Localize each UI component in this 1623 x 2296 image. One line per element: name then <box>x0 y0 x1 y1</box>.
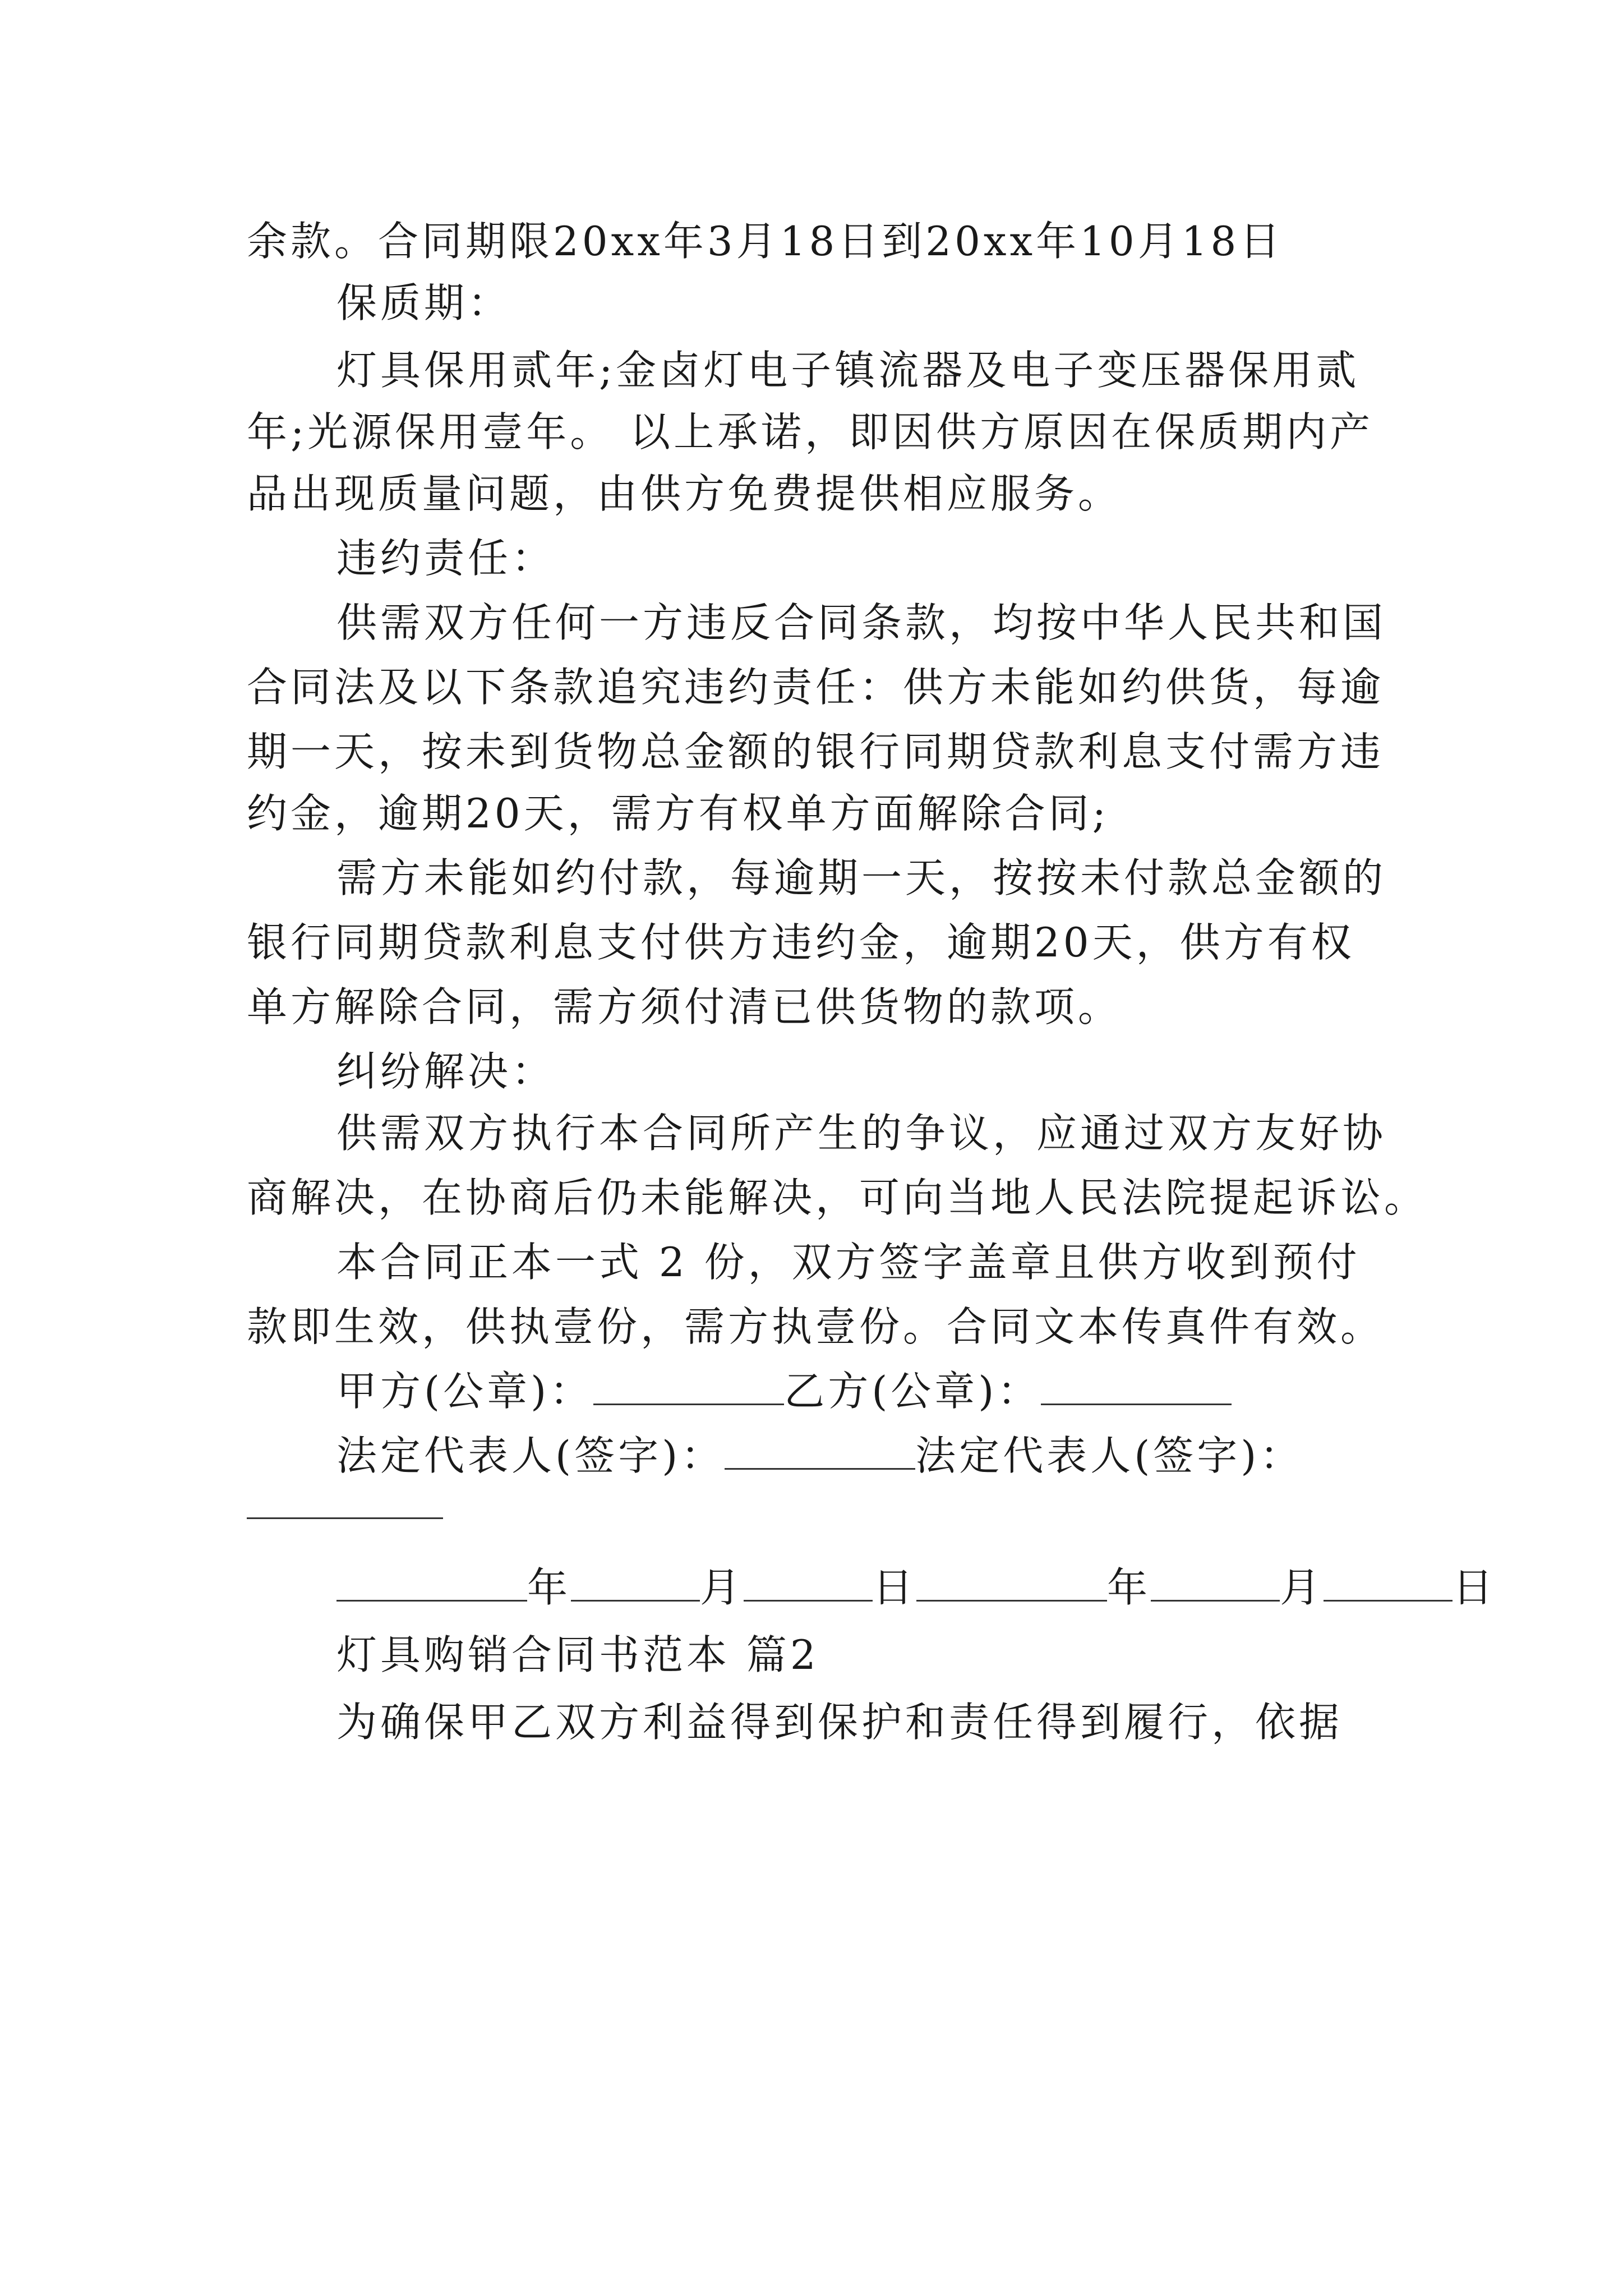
paragraph-line: 约金，逾期20天，需方有权单方面解除合同; <box>247 790 1109 837</box>
date-row <box>336 1559 1496 1616</box>
party-a-seal-blank <box>593 1364 784 1405</box>
month-label: 月 <box>1280 1564 1324 1611</box>
paragraph-line: 灯具保用贰年;金卤灯电子镇流器及电子变压器保用贰 <box>336 347 1360 394</box>
year-blank-b <box>916 1561 1107 1602</box>
year-label: 年 <box>527 1564 571 1611</box>
party-b-seal-label: 乙方(公章)： <box>784 1368 1041 1415</box>
rep-b-blank <box>247 1517 443 1519</box>
paragraph-line: 单方解除合同，需方须付清已供货物的款项。 <box>247 983 1122 1030</box>
rep-a-blank <box>725 1429 915 1470</box>
paragraph-line: 需方未能如约付款，每逾期一天，按按未付款总金额的 <box>336 854 1387 901</box>
section-heading-liability: 违约责任： <box>336 535 556 582</box>
party-b-seal-blank <box>1041 1364 1232 1405</box>
day-blank-a <box>744 1561 873 1602</box>
year-label: 年 <box>1107 1564 1151 1611</box>
month-blank-b <box>1151 1561 1280 1602</box>
seal-row <box>336 1363 1232 1419</box>
paragraph-line: 款即生效，供执壹份，需方执壹份。合同文本传真件有效。 <box>247 1303 1385 1350</box>
paragraph-line: 本合同正本一式 2 份，双方签字盖章且供方收到预付 <box>336 1239 1361 1286</box>
year-blank-a <box>336 1561 527 1602</box>
paragraph-line: 品出现质量问题，由供方免费提供相应服务。 <box>247 470 1122 517</box>
day-label: 日 <box>873 1564 917 1611</box>
month-label: 月 <box>700 1564 744 1611</box>
paragraph-line: 年;光源保用壹年。 以上承诺，即因供方原因在保质期内产 <box>247 408 1374 455</box>
paragraph-line: 银行同期贷款利息支付供方违约金，逾期20天，供方有权 <box>247 919 1355 966</box>
rep-a-label: 法定代表人(签字)： <box>336 1432 725 1479</box>
paragraph-line: 余款。合同期限20xx年3月18日到20xx年10月18日 <box>247 218 1284 265</box>
day-label: 日 <box>1453 1564 1497 1611</box>
section-heading-dispute: 纠纷解决： <box>336 1048 556 1095</box>
paragraph-line: 期一天，按未到货物总金额的银行同期贷款利息支付需方违 <box>247 728 1385 775</box>
party-a-seal-label: 甲方(公章)： <box>336 1368 594 1415</box>
paragraph-line: 商解决，在协商后仍未能解决，可向当地人民法院提起诉讼。 <box>247 1174 1428 1221</box>
month-blank-a <box>571 1561 700 1602</box>
day-blank-b <box>1324 1561 1453 1602</box>
rep-b-label: 法定代表人(签字)： <box>915 1432 1304 1479</box>
paragraph-line: 合同法及以下条款追究违约责任：供方未能如约供货，每逾 <box>247 664 1385 711</box>
paragraph-line: 为确保甲乙双方利益得到保护和责任得到履行，依据 <box>336 1699 1343 1746</box>
section-title: 灯具购销合同书范本 篇2 <box>336 1631 819 1678</box>
paragraph-line: 供需双方任何一方违反合同条款，均按中华人民共和国 <box>336 599 1387 646</box>
section-heading-warranty: 保质期： <box>336 279 512 326</box>
representative-row <box>336 1428 1303 1484</box>
paragraph-line: 供需双方执行本合同所产生的争议，应通过双方友好协 <box>336 1110 1387 1157</box>
